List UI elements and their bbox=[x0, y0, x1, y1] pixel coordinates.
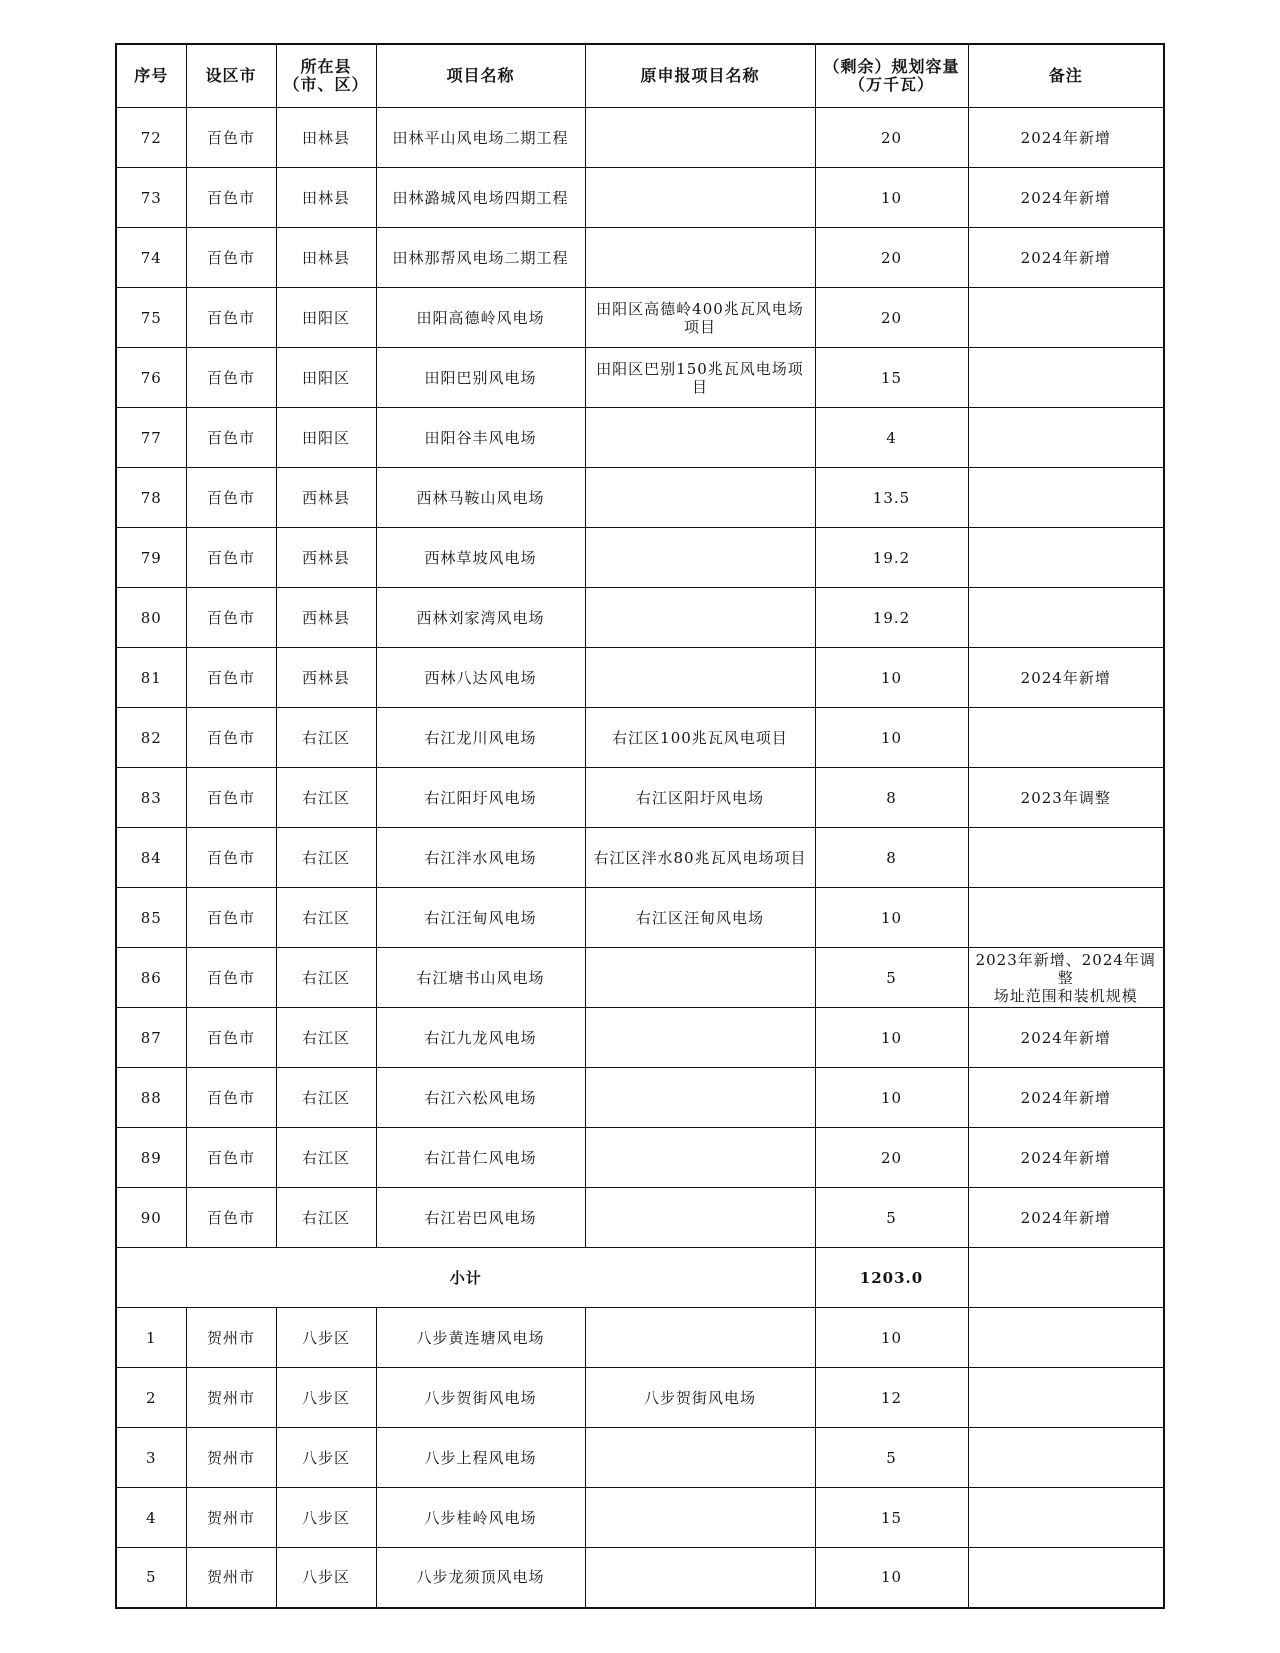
cell-capacity: 10 bbox=[815, 1068, 968, 1128]
table-row bbox=[116, 468, 1164, 528]
cell-original-name bbox=[585, 948, 815, 1008]
cell-capacity: 19.2 bbox=[815, 528, 968, 588]
cell-city: 百色市 bbox=[186, 348, 276, 408]
cell-county: 田林县 bbox=[276, 228, 376, 288]
cell-capacity: 15 bbox=[815, 1488, 968, 1548]
cell-capacity: 8 bbox=[815, 768, 968, 828]
cell-county: 右江区 bbox=[276, 1068, 376, 1128]
cell-project-name: 右江汪甸风电场 bbox=[376, 888, 585, 948]
cell-remark bbox=[968, 708, 1164, 768]
cell-county: 田林县 bbox=[276, 108, 376, 168]
cell-city: 百色市 bbox=[186, 168, 276, 228]
cell-city: 贺州市 bbox=[186, 1548, 276, 1608]
cell-capacity: 8 bbox=[815, 828, 968, 888]
subtotal-capacity: 1203.0 bbox=[815, 1248, 968, 1308]
cell-original-name bbox=[585, 228, 815, 288]
cell-no: 5 bbox=[116, 1548, 186, 1608]
cell-original-name: 田阳区巴别150兆瓦风电场项 目 bbox=[585, 348, 815, 408]
cell-capacity: 5 bbox=[815, 1188, 968, 1248]
cell-project-name: 田阳巴别风电场 bbox=[376, 348, 585, 408]
cell-city: 百色市 bbox=[186, 828, 276, 888]
cell-capacity: 20 bbox=[815, 108, 968, 168]
cell-project-name: 八步上程风电场 bbox=[376, 1428, 585, 1488]
table-row bbox=[116, 1488, 1164, 1548]
cell-original-name bbox=[585, 1428, 815, 1488]
header-original-name: 原申报项目名称 bbox=[585, 44, 815, 108]
table-row bbox=[116, 108, 1164, 168]
cell-capacity: 4 bbox=[815, 408, 968, 468]
cell-county: 右江区 bbox=[276, 888, 376, 948]
cell-county: 八步区 bbox=[276, 1488, 376, 1548]
cell-no: 86 bbox=[116, 948, 186, 1008]
cell-no: 72 bbox=[116, 108, 186, 168]
table-row bbox=[116, 1008, 1164, 1068]
table-row bbox=[116, 948, 1164, 1008]
cell-capacity: 5 bbox=[815, 1428, 968, 1488]
cell-county: 右江区 bbox=[276, 708, 376, 768]
cell-city: 贺州市 bbox=[186, 1308, 276, 1368]
cell-original-name: 右江区泮水80兆瓦风电场项目 bbox=[585, 828, 815, 888]
cell-capacity: 10 bbox=[815, 1008, 968, 1068]
cell-original-name bbox=[585, 1068, 815, 1128]
cell-project-name: 田林平山风电场二期工程 bbox=[376, 108, 585, 168]
cell-city: 贺州市 bbox=[186, 1428, 276, 1488]
cell-no: 1 bbox=[116, 1308, 186, 1368]
cell-original-name bbox=[585, 408, 815, 468]
table-row bbox=[116, 1368, 1164, 1428]
cell-project-name: 西林马鞍山风电场 bbox=[376, 468, 585, 528]
cell-remark bbox=[968, 408, 1164, 468]
cell-remark bbox=[968, 1488, 1164, 1548]
cell-city: 百色市 bbox=[186, 1128, 276, 1188]
cell-original-name bbox=[585, 648, 815, 708]
cell-county: 八步区 bbox=[276, 1428, 376, 1488]
table-row bbox=[116, 408, 1164, 468]
cell-no: 2 bbox=[116, 1368, 186, 1428]
cell-capacity: 20 bbox=[815, 228, 968, 288]
cell-project-name: 右江昔仁风电场 bbox=[376, 1128, 585, 1188]
cell-original-name bbox=[585, 1008, 815, 1068]
cell-remark bbox=[968, 1368, 1164, 1428]
cell-capacity: 15 bbox=[815, 348, 968, 408]
cell-city: 贺州市 bbox=[186, 1488, 276, 1548]
cell-no: 76 bbox=[116, 348, 186, 408]
cell-project-name: 八步贺街风电场 bbox=[376, 1368, 585, 1428]
cell-capacity: 10 bbox=[815, 888, 968, 948]
table-row bbox=[116, 1188, 1164, 1248]
cell-project-name: 右江塘书山风电场 bbox=[376, 948, 585, 1008]
cell-city: 百色市 bbox=[186, 288, 276, 348]
cell-capacity: 12 bbox=[815, 1368, 968, 1428]
subtotal-remark bbox=[968, 1248, 1164, 1308]
cell-project-name: 西林八达风电场 bbox=[376, 648, 585, 708]
cell-remark: 2024年新增 bbox=[968, 1128, 1164, 1188]
cell-original-name: 右江区汪甸风电场 bbox=[585, 888, 815, 948]
subtotal-label: 小计 bbox=[116, 1248, 815, 1308]
cell-city: 百色市 bbox=[186, 768, 276, 828]
table-row bbox=[116, 1308, 1164, 1368]
cell-county: 右江区 bbox=[276, 1008, 376, 1068]
cell-city: 百色市 bbox=[186, 228, 276, 288]
cell-remark: 2024年新增 bbox=[968, 228, 1164, 288]
cell-original-name: 右江区100兆瓦风电项目 bbox=[585, 708, 815, 768]
cell-county: 八步区 bbox=[276, 1308, 376, 1368]
cell-remark bbox=[968, 1308, 1164, 1368]
cell-remark: 2023年调整 bbox=[968, 768, 1164, 828]
cell-project-name: 田林潞城风电场四期工程 bbox=[376, 168, 585, 228]
cell-original-name bbox=[585, 1188, 815, 1248]
cell-project-name: 八步黄连塘风电场 bbox=[376, 1308, 585, 1368]
cell-city: 百色市 bbox=[186, 408, 276, 468]
table-row bbox=[116, 768, 1164, 828]
cell-project-name: 田阳谷丰风电场 bbox=[376, 408, 585, 468]
cell-project-name: 西林刘家湾风电场 bbox=[376, 588, 585, 648]
cell-county: 田阳区 bbox=[276, 288, 376, 348]
cell-remark bbox=[968, 468, 1164, 528]
table-row bbox=[116, 288, 1164, 348]
cell-original-name bbox=[585, 1308, 815, 1368]
cell-remark: 2024年新增 bbox=[968, 1188, 1164, 1248]
cell-capacity: 10 bbox=[815, 168, 968, 228]
header-remark: 备注 bbox=[968, 44, 1164, 108]
cell-remark bbox=[968, 1428, 1164, 1488]
cell-original-name bbox=[585, 1128, 815, 1188]
cell-original-name bbox=[585, 1488, 815, 1548]
cell-city: 百色市 bbox=[186, 708, 276, 768]
cell-remark bbox=[968, 1548, 1164, 1608]
cell-original-name: 右江区阳圩风电场 bbox=[585, 768, 815, 828]
cell-county: 田林县 bbox=[276, 168, 376, 228]
cell-county: 西林县 bbox=[276, 528, 376, 588]
cell-original-name bbox=[585, 528, 815, 588]
cell-remark: 2024年新增 bbox=[968, 168, 1164, 228]
cell-original-name: 八步贺街风电场 bbox=[585, 1368, 815, 1428]
cell-county: 西林县 bbox=[276, 468, 376, 528]
cell-project-name: 田阳高德岭风电场 bbox=[376, 288, 585, 348]
cell-no: 79 bbox=[116, 528, 186, 588]
cell-remark: 2024年新增 bbox=[968, 648, 1164, 708]
cell-capacity: 10 bbox=[815, 1548, 968, 1608]
cell-original-name bbox=[585, 108, 815, 168]
cell-project-name: 右江泮水风电场 bbox=[376, 828, 585, 888]
cell-remark bbox=[968, 888, 1164, 948]
cell-no: 87 bbox=[116, 1008, 186, 1068]
cell-capacity: 20 bbox=[815, 288, 968, 348]
table-row bbox=[116, 528, 1164, 588]
header-project-name: 项目名称 bbox=[376, 44, 585, 108]
cell-no: 88 bbox=[116, 1068, 186, 1128]
table-row bbox=[116, 228, 1164, 288]
cell-city: 百色市 bbox=[186, 888, 276, 948]
cell-no: 73 bbox=[116, 168, 186, 228]
cell-project-name: 西林草坡风电场 bbox=[376, 528, 585, 588]
cell-project-name: 右江龙川风电场 bbox=[376, 708, 585, 768]
table-row bbox=[116, 648, 1164, 708]
header-county: 所在县 （市、区） bbox=[276, 44, 376, 108]
cell-capacity: 5 bbox=[815, 948, 968, 1008]
cell-project-name: 八步龙须顶风电场 bbox=[376, 1548, 585, 1608]
table-row bbox=[116, 588, 1164, 648]
table-row bbox=[116, 348, 1164, 408]
table-row bbox=[116, 1548, 1164, 1608]
cell-remark: 2024年新增 bbox=[968, 108, 1164, 168]
header-no: 序号 bbox=[116, 44, 186, 108]
cell-remark: 2024年新增 bbox=[968, 1008, 1164, 1068]
cell-project-name: 八步桂岭风电场 bbox=[376, 1488, 585, 1548]
wind-project-table bbox=[115, 43, 1165, 1609]
cell-remark bbox=[968, 288, 1164, 348]
cell-remark bbox=[968, 828, 1164, 888]
cell-county: 西林县 bbox=[276, 588, 376, 648]
cell-project-name: 右江岩巴风电场 bbox=[376, 1188, 585, 1248]
cell-project-name: 右江阳圩风电场 bbox=[376, 768, 585, 828]
cell-city: 百色市 bbox=[186, 948, 276, 1008]
table-row bbox=[116, 828, 1164, 888]
cell-remark bbox=[968, 348, 1164, 408]
cell-county: 田阳区 bbox=[276, 408, 376, 468]
cell-county: 八步区 bbox=[276, 1548, 376, 1608]
table-row bbox=[116, 1428, 1164, 1488]
cell-project-name: 田林那帮风电场二期工程 bbox=[376, 228, 585, 288]
table-body-hezhou bbox=[116, 1308, 1164, 1608]
header-capacity: （剩余）规划容量 （万千瓦） bbox=[815, 44, 968, 108]
cell-remark bbox=[968, 588, 1164, 648]
header-row bbox=[116, 44, 1164, 108]
cell-no: 89 bbox=[116, 1128, 186, 1188]
cell-no: 78 bbox=[116, 468, 186, 528]
cell-no: 77 bbox=[116, 408, 186, 468]
cell-project-name: 右江六松风电场 bbox=[376, 1068, 585, 1128]
table-row bbox=[116, 168, 1164, 228]
cell-county: 田阳区 bbox=[276, 348, 376, 408]
cell-no: 3 bbox=[116, 1428, 186, 1488]
cell-project-name: 右江九龙风电场 bbox=[376, 1008, 585, 1068]
cell-capacity: 10 bbox=[815, 1308, 968, 1368]
cell-original-name bbox=[585, 168, 815, 228]
cell-original-name: 田阳区高德岭400兆瓦风电场 项目 bbox=[585, 288, 815, 348]
header-city: 设区市 bbox=[186, 44, 276, 108]
cell-no: 85 bbox=[116, 888, 186, 948]
cell-city: 百色市 bbox=[186, 1188, 276, 1248]
table-row bbox=[116, 1068, 1164, 1128]
cell-no: 4 bbox=[116, 1488, 186, 1548]
cell-remark: 2023年新增、2024年调整 场址范围和装机规模 bbox=[968, 948, 1164, 1008]
cell-capacity: 13.5 bbox=[815, 468, 968, 528]
cell-county: 八步区 bbox=[276, 1368, 376, 1428]
cell-remark bbox=[968, 528, 1164, 588]
cell-no: 83 bbox=[116, 768, 186, 828]
cell-capacity: 20 bbox=[815, 1128, 968, 1188]
cell-city: 百色市 bbox=[186, 1068, 276, 1128]
cell-no: 84 bbox=[116, 828, 186, 888]
cell-no: 82 bbox=[116, 708, 186, 768]
cell-county: 右江区 bbox=[276, 768, 376, 828]
cell-city: 百色市 bbox=[186, 528, 276, 588]
cell-no: 80 bbox=[116, 588, 186, 648]
cell-county: 右江区 bbox=[276, 828, 376, 888]
cell-remark: 2024年新增 bbox=[968, 1068, 1164, 1128]
subtotal-row bbox=[116, 1248, 1164, 1308]
table-body-baise bbox=[116, 108, 1164, 1248]
cell-city: 百色市 bbox=[186, 108, 276, 168]
cell-original-name bbox=[585, 1548, 815, 1608]
table-row bbox=[116, 708, 1164, 768]
cell-original-name bbox=[585, 468, 815, 528]
cell-city: 百色市 bbox=[186, 468, 276, 528]
cell-city: 百色市 bbox=[186, 1008, 276, 1068]
cell-county: 右江区 bbox=[276, 948, 376, 1008]
table-row bbox=[116, 888, 1164, 948]
cell-no: 81 bbox=[116, 648, 186, 708]
cell-city: 贺州市 bbox=[186, 1368, 276, 1428]
cell-capacity: 19.2 bbox=[815, 588, 968, 648]
cell-original-name bbox=[585, 588, 815, 648]
cell-capacity: 10 bbox=[815, 648, 968, 708]
cell-no: 74 bbox=[116, 228, 186, 288]
cell-county: 右江区 bbox=[276, 1128, 376, 1188]
cell-county: 右江区 bbox=[276, 1188, 376, 1248]
cell-city: 百色市 bbox=[186, 648, 276, 708]
cell-no: 75 bbox=[116, 288, 186, 348]
table-body-subtotal bbox=[116, 1248, 1164, 1308]
cell-city: 百色市 bbox=[186, 588, 276, 648]
table-row bbox=[116, 1128, 1164, 1188]
cell-no: 90 bbox=[116, 1188, 186, 1248]
cell-capacity: 10 bbox=[815, 708, 968, 768]
cell-county: 西林县 bbox=[276, 648, 376, 708]
